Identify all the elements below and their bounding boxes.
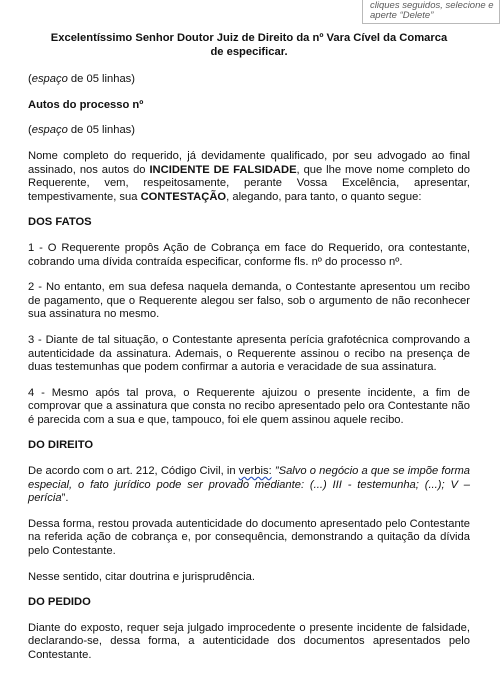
header-line-1: Excelentíssimo Senhor Doutor Juiz de Direito da nº Vara Cível da Comarca: [50, 32, 448, 44]
tooltip-line-2: aperte “Delete”: [370, 10, 434, 21]
law-paragraph-2: Dessa forma, restou provada autenticidade do documento apresentado pelo Contestante na referida ação de cobrança e, por consequência, demonstrando a quitação da dívida pelo Contestante.: [28, 517, 470, 558]
request-paragraph-1: Diante do exposto, requer seja julgado improcedente o presente incidente de falsidade, declarando-se, dessa forma, a autenticidade dos documentos apresentados pelo Contestante.: [28, 621, 470, 661]
tooltip-line-1: cliques seguidos, selecione e: [370, 0, 494, 11]
delete-hint-tooltip: [362, 0, 500, 24]
process-number-heading: Autos do processo nº: [28, 98, 144, 111]
space-note-1: (espaço de 05 linhas): [28, 73, 135, 86]
law-paragraph-3: Nesse sentido, citar doutrina e jurisprudência.: [28, 570, 255, 583]
fact-paragraph-1: 1 - O Requerente propôs Ação de Cobrança em face do Requerido, ora contestante, cobrando uma dívida contraída especificar, conforme fls. nº do processo nº.: [28, 241, 470, 268]
section-heading-pedido: DO PEDIDO: [28, 596, 91, 609]
fact-paragraph-3: 3 - Diante de tal situação, o Contestante apresenta perícia grafotécnica comprovando a autenticidade da assinatura. Ademais, o Requerente assinou o recibo na presença de duas testemunhas que podem confirmar a autoria e veracidade de sua assinatura.: [28, 333, 470, 374]
law-paragraph-1: De acordo com o art. 212, Código Civil, in verbis: ”Salvo o negócio a que se impõe forma especial, o fato jurídico pode ser provado mediante: (...) III - testemunha; (...); V – perícia”.: [28, 465, 470, 505]
header-line-2: de especificar.: [210, 45, 288, 58]
document-header: [28, 32, 470, 59]
space-note-2: (espaço de 05 linhas): [28, 124, 135, 137]
space-note-italic: espaço: [31, 124, 68, 137]
incident-title: INCIDENTE DE FALSIDADE: [149, 163, 297, 176]
document-page: [28, 32, 470, 675]
section-heading-direito: DO DIREITO: [28, 439, 94, 452]
section-heading-fatos: DOS FATOS: [28, 216, 92, 229]
space-note-italic: espaço: [31, 73, 68, 86]
contestation-title: CONTESTAÇÃO: [140, 190, 227, 203]
intro-paragraph: Nome completo do requerido, já devidamente qualificado, por seu advogado ao final assinado, nos autos do INCIDENTE DE FALSIDADE, que lhe move nome completo do Requerente, vem, respeitosamente, perante Vossa Excelência, apresentar, tempestivamente, sua CONTESTAÇÃO, alegando, para tanto, o quanto segue:: [28, 149, 470, 203]
law-quote: ”Salvo o negócio a que se impõe forma especial, o fato jurídico pode ser provado mediante: (...) III - testemunha; (...); V – perícia: [28, 465, 470, 505]
fact-paragraph-2: 2 - No entanto, em sua defesa naquela demanda, o Contestante apresentou um recibo de pagamento, que o Requerente alegou ser falso, sob o argumento de não reconhecer sua assinatura no mesmo.: [28, 281, 470, 321]
spellcheck-word-verbis[interactable]: verbis:: [238, 465, 272, 478]
fact-paragraph-4: 4 - Mesmo após tal prova, o Requerente ajuizou o presente incidente, a fim de comprovar que a assinatura que consta no recibo apresentado pelo ora Contestante não é parecida com a sua e que, tampouco, foi ele quem assinou aquele recibo.: [28, 386, 470, 426]
